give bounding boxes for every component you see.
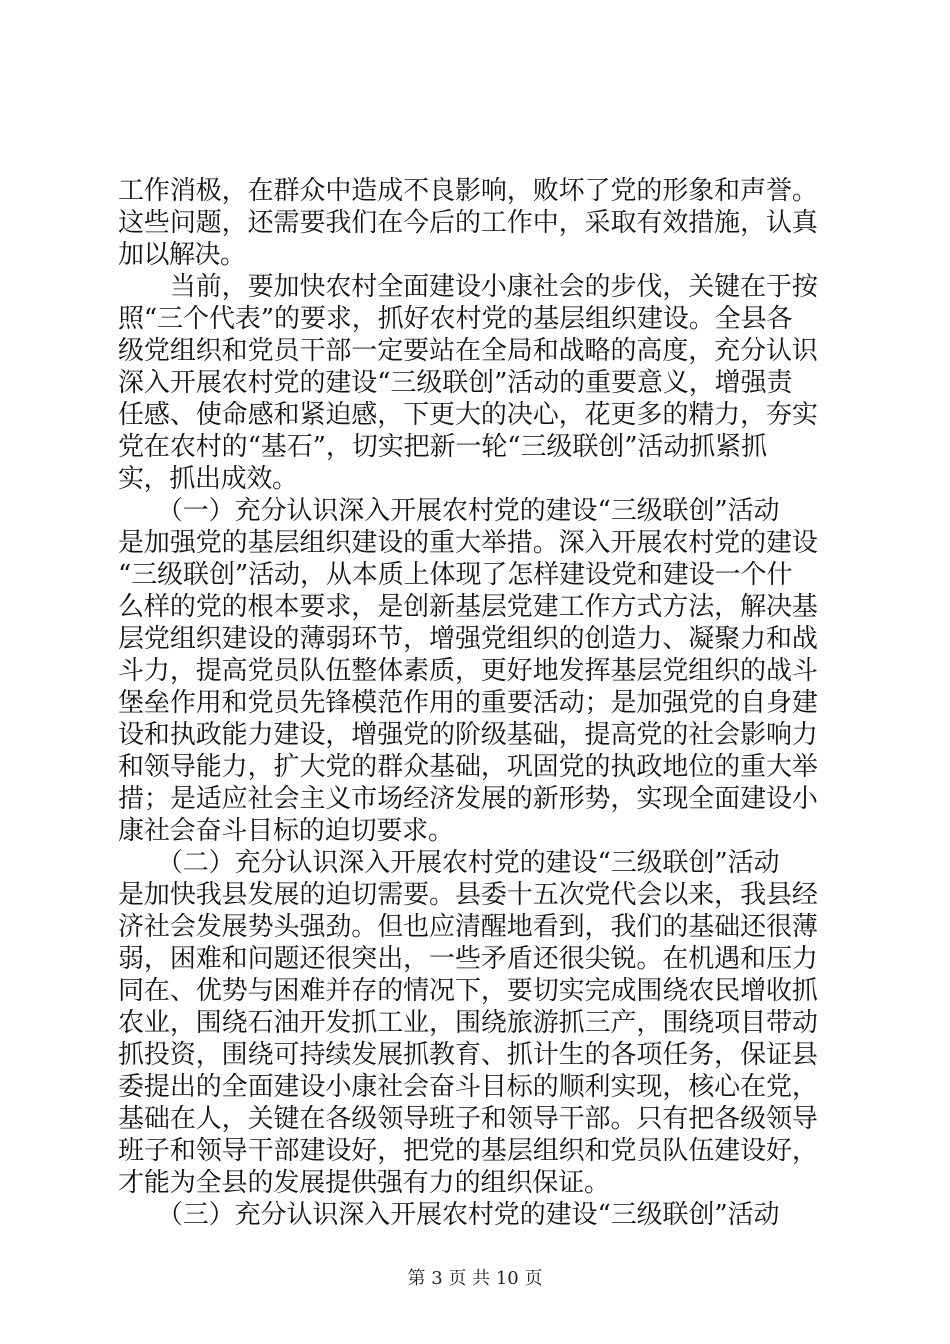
text-line: 么样的党的根本要求，是创新基层党建工作方式方法，解决基 xyxy=(118,592,818,622)
text-line: 实，抓出成效。 xyxy=(118,464,298,494)
text-line: 农业，围绕石油开发抓工业，围绕旅游抓三产，围绕项目带动 xyxy=(118,1008,818,1038)
text-line: 是加强党的基层组织建设的重大举措。深入开展农村党的建设 xyxy=(118,528,818,558)
text-line: 工作消极，在群众中造成不良影响，败坏了党的形象和声誉。 xyxy=(118,176,818,206)
text-line: 层党组织建设的薄弱环节，增强党组织的创造力、凝聚力和战 xyxy=(118,624,818,654)
text-line: 党在农村的“基石”，切实把新一轮“三级联创”活动抓紧抓 xyxy=(118,432,768,462)
text-line: 加以解决。 xyxy=(118,240,246,270)
text-line: 斗力，提高党员队伍整体素质，更好地发挥基层党组织的战斗 xyxy=(118,656,818,686)
text-line: 这些问题，还需要我们在今后的工作中，采取有效措施，认真 xyxy=(118,208,818,238)
text-line: 抓投资，围绕可持续发展抓教育、抓计生的各项任务，保证县 xyxy=(118,1040,818,1070)
text-line: 济社会发展势头强劲。但也应清醒地看到，我们的基础还很薄 xyxy=(118,912,818,942)
text-line: 是加快我县发展的迫切需要。县委十五次党代会以来，我县经 xyxy=(118,880,818,910)
text-line: 措；是适应社会主义市场经济发展的新形势，实现全面建设小 xyxy=(118,784,818,814)
text-line: （二）充分认识深入开展农村党的建设“三级联创”活动 xyxy=(118,848,780,878)
text-line: 任感、使命感和紧迫感，下更大的决心，花更多的精力，夯实 xyxy=(118,400,818,430)
text-line: 同在、优势与困难并存的情况下，要切实完成围绕农民增收抓 xyxy=(118,976,818,1006)
text-line: 弱，困难和问题还很突出，一些矛盾还很尖锐。在机遇和压力 xyxy=(118,944,818,974)
text-line: 设和执政能力建设，增强党的阶级基础，提高党的社会影响力 xyxy=(118,720,818,750)
text-line: 委提出的全面建设小康社会奋斗目标的顺利实现，核心在党， xyxy=(118,1072,818,1102)
text-line: 班子和领导干部建设好，把党的基层组织和党员队伍建设好， xyxy=(118,1136,818,1166)
page-footer: 第 3 页 共 10 页 xyxy=(407,1268,543,1289)
text-line: “三级联创”活动，从本质上体现了怎样建设党和建设一个什 xyxy=(118,560,793,590)
text-line: 照“三个代表”的要求，抓好农村党的基层组织建设。全县各 xyxy=(118,304,793,334)
text-line: 堡垒作用和党员先锋模范作用的重要活动；是加强党的自身建 xyxy=(118,688,818,718)
text-line: 深入开展农村党的建设“三级联创”活动的重要意义，增强责 xyxy=(118,368,793,398)
text-line: （三）充分认识深入开展农村党的建设“三级联创”活动 xyxy=(118,1200,780,1230)
text-line: 当前，要加快农村全面建设小康社会的步伐，关键在于按 xyxy=(118,272,818,302)
text-line: 才能为全县的发展提供强有力的组织保证。 xyxy=(118,1168,610,1198)
text-line: 康社会奋斗目标的迫切要求。 xyxy=(118,816,454,846)
text-line: （一）充分认识深入开展农村党的建设“三级联创”活动 xyxy=(118,496,780,526)
text-line: 和领导能力，扩大党的群众基础，巩固党的执政地位的重大举 xyxy=(118,752,818,782)
text-line: 基础在人，关键在各级领导班子和领导干部。只有把各级领导 xyxy=(118,1104,818,1134)
text-line: 级党组织和党员干部一定要站在全局和战略的高度，充分认识 xyxy=(118,336,818,366)
